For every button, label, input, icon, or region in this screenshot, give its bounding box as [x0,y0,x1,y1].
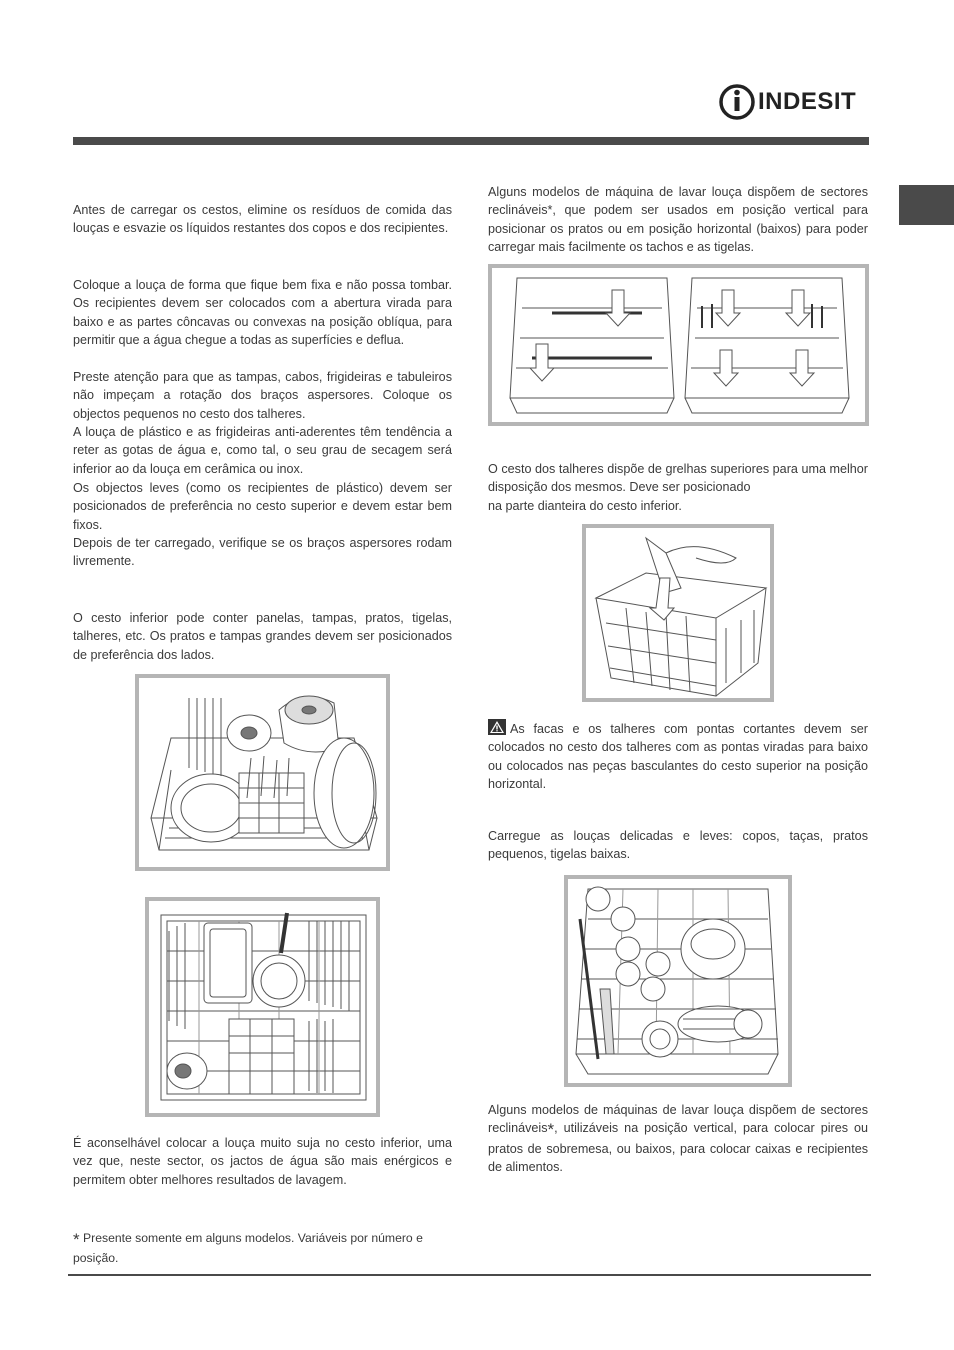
paragraph-reclining-upper-a: Alguns modelos de máquinas de lavar louça dispõem de sectores reclináveis [488,1103,868,1136]
reclining-upper-star: * [547,1120,555,1140]
footnote-star: * [73,1230,80,1249]
footnote [73,1229,453,1267]
figure-lower-basket-perspective [135,674,390,871]
lower-basket-top-illustration [149,901,376,1113]
brand-logo [718,82,870,122]
warning-triangle-icon [488,719,506,735]
figure-reclining-sectors [488,264,869,426]
footer-rule [68,1274,871,1276]
paragraph-spray-arms: Preste atenção para que as tampas, cabos, frigideiras e tabuleiros não impeçam a rotação dos braços aspersores. Coloque os objectos pequenos no cesto dos talheres. [73,370,452,421]
paragraph-warning-knives-text: As facas e os talheres com pontas cortantes devem ser colocados no cesto dos talheres com as pontas viradas para baixo ou colocados nas peças basculantes do cesto superior na posição horizontal. [488,722,868,792]
figure-lower-basket-top [145,897,380,1117]
paragraph-dirty-dishes: É aconselhável colocar a louça muito suja no cesto inferior, uma vez que, neste sector, os jactos de água são mais enérgicos e permitem obter melhores resultados de lavagem. [73,1136,452,1187]
figure-upper-basket [564,875,792,1087]
paragraph-lower-basket: O cesto inferior pode conter panelas, tampas, pratos, tigelas, talheres, etc. Os pratos e tampas grandes devem ser posicionados de preferência dos lados. [73,611,452,662]
paragraph-upper-basket: Carregue as louças delicadas e leves: copos, taças, pratos pequenos, tigelas baixas. [488,829,868,862]
header-bar [73,137,869,145]
paragraph-cutlery-basket-line1: O cesto dos talheres dispõe de grelhas superiores para uma melhor disposição dos mesmos. Deve ser posicionado [488,462,868,495]
page-tab-marker [899,185,954,225]
paragraph-check-arms: Depois de ter carregado, verifique se os braços aspersores rodam livremente. [73,536,452,569]
brand-name: INDESIT [758,88,857,115]
reclining-sectors-illustration [492,268,865,422]
paragraph-light-objects: Os objectos leves (como os recipientes de plástico) devem ser posicionados de preferência no cesto superior e devem estar bem fixos. [73,481,452,532]
indesit-logo-icon [718,82,756,122]
figure-cutlery-basket [582,524,774,702]
paragraph-prepare: Antes de carregar os cestos, elimine os resíduos de comida das louças e esvazie os líquidos restantes dos copos e dos recipientes. [73,203,452,236]
paragraph-reclining-sectors: Alguns modelos de máquina de lavar louça dispõem de sectores reclináveis*, que podem ser usados em posição vertical para posicionar os pratos ou em posição horizontal (baixos) para poder carregar mais facilmente os tachos e as tigelas. [488,185,868,255]
paragraph-cutlery-basket-line2: na parte dianteira do cesto inferior. [488,498,682,513]
paragraph-plastic: A louça de plástico e as frigideiras anti-aderentes têm tendência a reter as gotas de água e, como tal, o seu grau de secagem será inferior ao da louça em cerâmica ou inox. [73,425,452,476]
paragraph-reclining-upper [488,1101,868,1177]
upper-basket-illustration [568,879,788,1083]
paragraph-reclining-upper-b: , utilizáveis na posição vertical, para colocar pires ou pratos de sobremesa, ou baixos, para colocar caixas e recipientes de alimentos. [488,1121,868,1175]
cutlery-basket-illustration [586,528,770,698]
paragraph-placement: Coloque a louça de forma que fique bem fixa e não possa tombar. Os recipientes devem ser colocados com a abertura virada para baixo e as partes côncavas ou convexas na posição oblíqua, para permitir que a água chegue a todas as superfícies e deflua. [73,278,452,348]
paragraph-warning-knives [488,719,868,794]
lower-basket-illustration [139,678,386,867]
paragraph-cutlery-basket [488,460,868,515]
footnote-text: Presente somente em alguns modelos. Variáveis por número e posição. [73,1231,423,1265]
